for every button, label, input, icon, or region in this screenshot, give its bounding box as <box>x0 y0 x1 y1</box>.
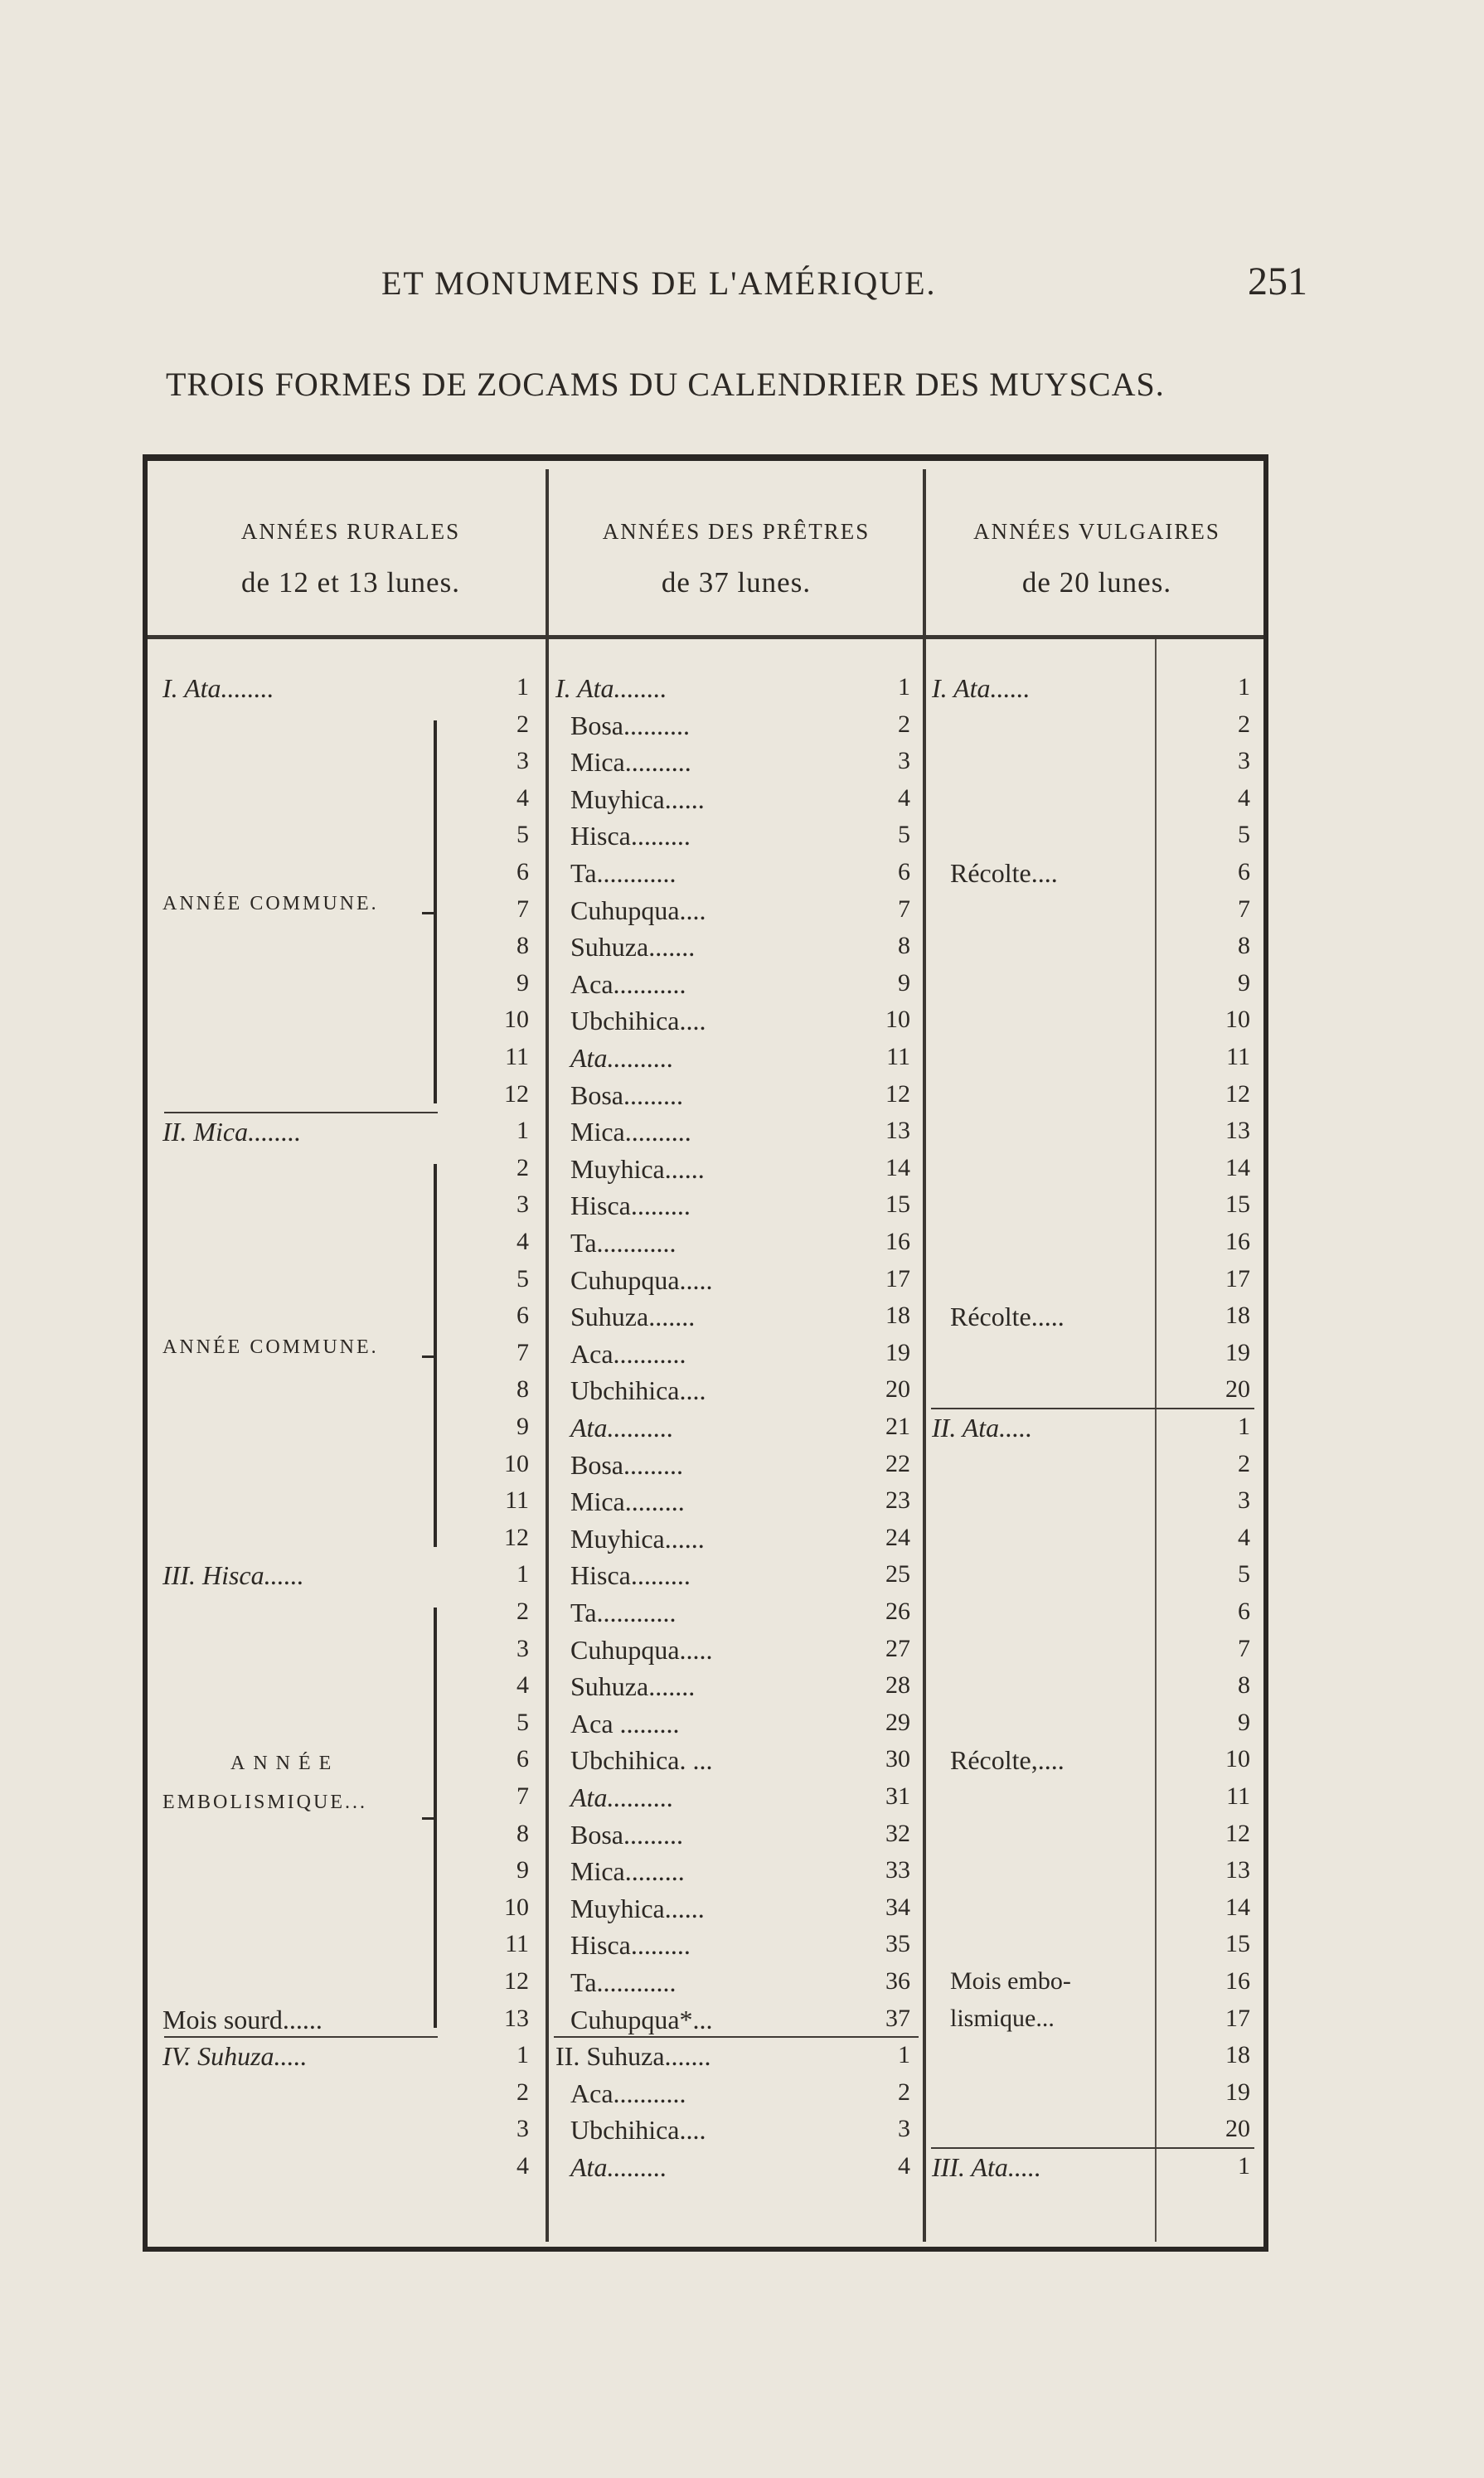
vulgar-moon-number: 3 <box>1238 747 1250 775</box>
priest-moon-number: 1 <box>898 673 910 701</box>
priest-moon-name: Ta............ <box>570 1967 677 1997</box>
rural-moon-number: 2 <box>516 2078 529 2106</box>
priest-moon-name: I. Ata........ <box>555 673 667 703</box>
calendar-table <box>143 454 1268 2252</box>
vulgar-moon-number: 17 <box>1225 1264 1250 1292</box>
rural-separator <box>164 1112 438 1113</box>
priest-moon-name: Ata.......... <box>570 1413 674 1443</box>
rural-moon-number: 7 <box>516 895 529 923</box>
rural-brace <box>434 1164 437 1547</box>
vulgar-moon-number: 19 <box>1225 1338 1250 1366</box>
priest-moon-name: Cuhupqua..... <box>570 1634 713 1665</box>
priest-moon-number: 28 <box>885 1671 910 1700</box>
header-priest <box>554 519 919 599</box>
priest-moon-name: Bosa.......... <box>570 710 690 740</box>
priest-moon-number: 29 <box>885 1708 910 1736</box>
priest-moon-number: 18 <box>885 1302 910 1330</box>
priest-moon-number: 15 <box>885 1191 910 1219</box>
rural-moon-number: 4 <box>516 2152 529 2180</box>
vulgar-moon-number: 7 <box>1238 895 1250 923</box>
priest-moon-number: 1 <box>898 2041 910 2069</box>
vulgar-moon-number: 3 <box>1238 1486 1250 1515</box>
rural-moon-number: 5 <box>516 1708 529 1736</box>
vulgar-moon-number: 20 <box>1225 2115 1250 2143</box>
header-vulgar <box>931 519 1263 599</box>
header-rural-caption: ANNÉES RURALES <box>240 519 461 544</box>
header-priest-subtitle: de 37 lunes. <box>661 566 812 599</box>
priest-moon-number: 13 <box>885 1117 910 1145</box>
page-number: 251 <box>1248 259 1307 303</box>
vulgar-moon-number: 18 <box>1225 2041 1250 2069</box>
priest-moon-number: 35 <box>885 1930 910 1958</box>
vulgar-moon-number: 11 <box>1226 1043 1250 1070</box>
recolte-label: Récolte.... <box>950 858 1058 888</box>
priest-moon-name: Bosa......... <box>570 1079 683 1110</box>
column-divider-2 <box>923 469 926 2242</box>
priest-moon-name: Ata.......... <box>570 1782 674 1812</box>
vulgar-moon-number: 15 <box>1225 1930 1250 1958</box>
rural-moon-number: 3 <box>516 2115 529 2143</box>
priest-moon-number: 4 <box>898 783 910 812</box>
running-head: ET MONUMENS DE L'AMÉRIQUE. <box>381 264 937 302</box>
rural-moon-number: 10 <box>504 1006 529 1034</box>
vulgar-moon-number: 1 <box>1238 1413 1250 1440</box>
priest-moon-name: Cuhupqua..... <box>570 1264 713 1295</box>
priest-moon-number: 6 <box>898 858 910 885</box>
rural-moon-number: 9 <box>516 1413 529 1440</box>
vulgar-heading: II. Ata..... <box>932 1413 1033 1443</box>
vulgar-moon-number: 18 <box>1225 1302 1250 1330</box>
rural-moon-number: 2 <box>516 710 529 738</box>
vulgar-moon-number: 4 <box>1238 783 1250 812</box>
vulgar-moon-number: 16 <box>1225 1967 1250 1995</box>
header-rural <box>164 519 537 599</box>
priest-moon-name: Aca........... <box>570 1338 686 1369</box>
rural-moon-number: 1 <box>516 1560 529 1588</box>
priest-moon-name: Ubchihica.... <box>570 2115 706 2146</box>
rural-moon-number: 12 <box>504 1523 529 1551</box>
vulgar-moon-number: 2 <box>1238 1449 1250 1477</box>
rural-brace-tip <box>422 912 434 914</box>
priest-separator <box>554 2036 919 2038</box>
rural-moon-number: 2 <box>516 1598 529 1625</box>
rural-moon-number: 6 <box>516 1745 529 1773</box>
vulgar-heading: III. Ata..... <box>932 2152 1041 2182</box>
priest-moon-number: 3 <box>898 2115 910 2143</box>
header-rural-subtitle: de 12 et 13 lunes. <box>241 566 460 599</box>
rural-moon-number: 11 <box>505 1043 529 1070</box>
vulgar-heading: I. Ata...... <box>932 673 1031 703</box>
vulgar-moon-number: 13 <box>1225 1117 1250 1145</box>
priest-moon-name: Muyhica...... <box>570 783 705 814</box>
mois-embolismique-label: lismique... <box>950 2004 1055 2032</box>
rural-moon-number: 8 <box>516 932 529 960</box>
priest-moon-number: 21 <box>885 1413 910 1440</box>
vulgar-inner-divider <box>1155 639 1157 2242</box>
recolte-label: Récolte..... <box>950 1302 1065 1332</box>
vulgar-moon-number: 9 <box>1238 968 1250 997</box>
priest-moon-name: Aca........... <box>570 968 686 999</box>
priest-moon-number: 8 <box>898 932 910 960</box>
vulgar-moon-number: 5 <box>1238 1560 1250 1588</box>
priest-moon-name: Muyhica...... <box>570 1523 705 1554</box>
vulgar-moon-number: 10 <box>1225 1745 1250 1773</box>
priest-moon-number: 11 <box>886 1043 910 1070</box>
vulgar-moon-number: 9 <box>1238 1708 1250 1736</box>
priest-moon-number: 32 <box>885 1819 910 1847</box>
rural-heading: IV. Suhuza..... <box>162 2041 308 2072</box>
priest-moon-number: 23 <box>885 1486 910 1515</box>
priest-moon-number: 7 <box>898 895 910 923</box>
priest-moon-name: Cuhupqua*... <box>570 2004 713 2034</box>
priest-moon-number: 34 <box>885 1893 910 1921</box>
vulgar-moon-number: 16 <box>1225 1228 1250 1255</box>
rural-brace-tip <box>422 1355 434 1358</box>
priest-moon-number: 20 <box>885 1375 910 1404</box>
vulgar-moon-number: 12 <box>1225 1079 1250 1108</box>
vulgar-moon-number: 1 <box>1238 2152 1250 2180</box>
priest-moon-name: Mica......... <box>570 1486 685 1517</box>
priest-moon-name: Mica.......... <box>570 747 691 778</box>
rural-moon-number: 11 <box>505 1486 529 1515</box>
vulgar-moon-number: 6 <box>1238 1598 1250 1625</box>
priest-moon-name: Ta............ <box>570 858 677 888</box>
priest-moon-number: 30 <box>885 1745 910 1773</box>
rural-moon-number: 5 <box>516 821 529 849</box>
vulgar-separator <box>931 1408 1254 1409</box>
header-vulgar-subtitle: de 20 lunes. <box>1021 566 1172 599</box>
vulgar-moon-number: 2 <box>1238 710 1250 738</box>
recolte-label: Récolte,.... <box>950 1745 1065 1776</box>
rural-moon-number: 4 <box>516 783 529 812</box>
rural-moon-number: 11 <box>505 1930 529 1958</box>
rural-moon-number: 9 <box>516 968 529 997</box>
priest-moon-name: Muyhica...... <box>570 1893 705 1923</box>
rural-moon-number: 7 <box>516 1338 529 1366</box>
priest-moon-number: 3 <box>898 747 910 775</box>
rural-moon-number: 7 <box>516 1782 529 1810</box>
priest-moon-number: 5 <box>898 821 910 849</box>
rural-moon-number: 4 <box>516 1671 529 1700</box>
priest-moon-name: Ubchihica.... <box>570 1006 706 1036</box>
rural-brace <box>434 1608 437 2028</box>
rural-group-label: ANNÉE <box>230 1753 340 1775</box>
priest-moon-name: Mica......... <box>570 1856 685 1887</box>
vulgar-moon-number: 12 <box>1225 1819 1250 1847</box>
priest-moon-name: Mica.......... <box>570 1117 691 1147</box>
rural-heading: I. Ata........ <box>162 673 274 703</box>
rural-moon-number: 3 <box>516 1634 529 1662</box>
priest-moon-name: Hisca......... <box>570 821 691 851</box>
priest-moon-number: 4 <box>898 2152 910 2180</box>
priest-moon-name: Hisca......... <box>570 1560 691 1591</box>
priest-moon-name: Cuhupqua.... <box>570 895 706 925</box>
vulgar-moon-number: 7 <box>1238 1634 1250 1662</box>
header-rule <box>148 635 1263 639</box>
rural-moon-number: 12 <box>504 1967 529 1995</box>
vulgar-moon-number: 19 <box>1225 2078 1250 2106</box>
rural-moon-number: 1 <box>516 2041 529 2069</box>
rural-heading: II. Mica........ <box>162 1117 302 1147</box>
rural-moon-number: 9 <box>516 1856 529 1884</box>
rural-moon-number: 6 <box>516 1302 529 1330</box>
priest-moon-number: 31 <box>885 1782 910 1810</box>
rural-moon-number: 8 <box>516 1819 529 1847</box>
table-title: TROIS FORMES DE ZOCAMS DU CALENDRIER DES MUYSCAS. <box>166 366 1165 403</box>
priest-moon-number: 26 <box>885 1598 910 1625</box>
mois-embolismique-label: Mois embo- <box>950 1967 1071 1995</box>
rural-heading: III. Hisca...... <box>162 1560 304 1591</box>
priest-moon-number: 33 <box>885 1856 910 1884</box>
priest-moon-name: Suhuza....... <box>570 932 696 963</box>
priest-moon-number: 24 <box>885 1523 910 1551</box>
rural-moon-number: 3 <box>516 1191 529 1219</box>
vulgar-moon-number: 20 <box>1225 1375 1250 1404</box>
rural-brace <box>434 720 437 1103</box>
priest-moon-number: 19 <box>885 1338 910 1366</box>
vulgar-moon-number: 15 <box>1225 1191 1250 1219</box>
priest-moon-number: 10 <box>885 1006 910 1034</box>
rural-moon-number: 10 <box>504 1893 529 1921</box>
rural-group-label: EMBOLISMIQUE... <box>162 1792 367 1813</box>
vulgar-moon-number: 17 <box>1225 2004 1250 2032</box>
priest-moon-number: 9 <box>898 968 910 997</box>
vulgar-moon-number: 10 <box>1225 1006 1250 1034</box>
vulgar-moon-number: 5 <box>1238 821 1250 849</box>
priest-moon-name: Bosa......... <box>570 1819 683 1850</box>
vulgar-moon-number: 14 <box>1225 1153 1250 1181</box>
rural-moon-number: 1 <box>516 673 529 701</box>
priest-moon-name: Hisca......... <box>570 1930 691 1961</box>
vulgar-moon-number: 1 <box>1238 673 1250 701</box>
priest-moon-number: 2 <box>898 710 910 738</box>
priest-moon-number: 16 <box>885 1228 910 1255</box>
priest-moon-name: Ta............ <box>570 1598 677 1627</box>
priest-moon-name: Ubchihica. ... <box>570 1745 713 1776</box>
rural-moon-number: 2 <box>516 1153 529 1181</box>
vulgar-moon-number: 4 <box>1238 1523 1250 1551</box>
vulgar-moon-number: 8 <box>1238 1671 1250 1700</box>
mois-sourd-label: Mois sourd...... <box>162 2004 323 2034</box>
rural-moon-number: 5 <box>516 1264 529 1292</box>
priest-moon-number: 27 <box>885 1634 910 1662</box>
column-divider-1 <box>546 469 549 2242</box>
rural-moon-number: 1 <box>516 1117 529 1145</box>
rural-brace-tip <box>422 1817 434 1820</box>
vulgar-moon-number: 14 <box>1225 1893 1250 1921</box>
priest-moon-number: 37 <box>885 2004 910 2032</box>
priest-moon-name: Suhuza....... <box>570 1671 696 1702</box>
priest-moon-name: Ata.......... <box>570 1043 674 1073</box>
rural-group-label: ANNÉE COMMUNE. <box>162 892 379 914</box>
priest-moon-number: 2 <box>898 2078 910 2106</box>
header-vulgar-caption: ANNÉES VULGAIRES <box>973 519 1220 544</box>
priest-moon-name: Ubchihica.... <box>570 1375 706 1406</box>
priest-moon-number: 36 <box>885 1967 910 1995</box>
rural-moon-number: 6 <box>516 858 529 885</box>
priest-moon-name: Aca........... <box>570 2078 686 2108</box>
priest-moon-name: Bosa......... <box>570 1449 683 1480</box>
priest-moon-name: Suhuza....... <box>570 1302 696 1332</box>
priest-moon-name: Ata......... <box>570 2152 667 2182</box>
rural-moon-number: 4 <box>516 1228 529 1255</box>
rural-moon-number: 8 <box>516 1375 529 1404</box>
priest-moon-name: Ta............ <box>570 1228 677 1258</box>
rural-moon-number: 10 <box>504 1449 529 1477</box>
vulgar-moon-number: 6 <box>1238 858 1250 885</box>
priest-moon-number: 12 <box>885 1079 910 1108</box>
rural-moon-number: 3 <box>516 747 529 775</box>
priest-moon-number: 17 <box>885 1264 910 1292</box>
rural-group-label: ANNÉE COMMUNE. <box>162 1336 379 1358</box>
priest-moon-name: Hisca......... <box>570 1191 691 1221</box>
priest-moon-number: 25 <box>885 1560 910 1588</box>
priest-moon-name: Aca ......... <box>570 1708 680 1738</box>
rural-separator <box>164 2036 438 2038</box>
priest-moon-number: 14 <box>885 1153 910 1181</box>
vulgar-moon-number: 8 <box>1238 932 1250 960</box>
priest-moon-name: II. Suhuza....... <box>555 2041 711 2072</box>
vulgar-separator <box>931 2147 1254 2149</box>
vulgar-moon-number: 11 <box>1226 1782 1250 1810</box>
rural-moon-number: 12 <box>504 1079 529 1108</box>
header-priest-caption: ANNÉES DES PRÊTRES <box>602 519 871 544</box>
rural-moon-number: 13 <box>504 2004 529 2032</box>
vulgar-moon-number: 13 <box>1225 1856 1250 1884</box>
priest-moon-number: 22 <box>885 1449 910 1477</box>
priest-moon-name: Muyhica...... <box>570 1153 705 1184</box>
